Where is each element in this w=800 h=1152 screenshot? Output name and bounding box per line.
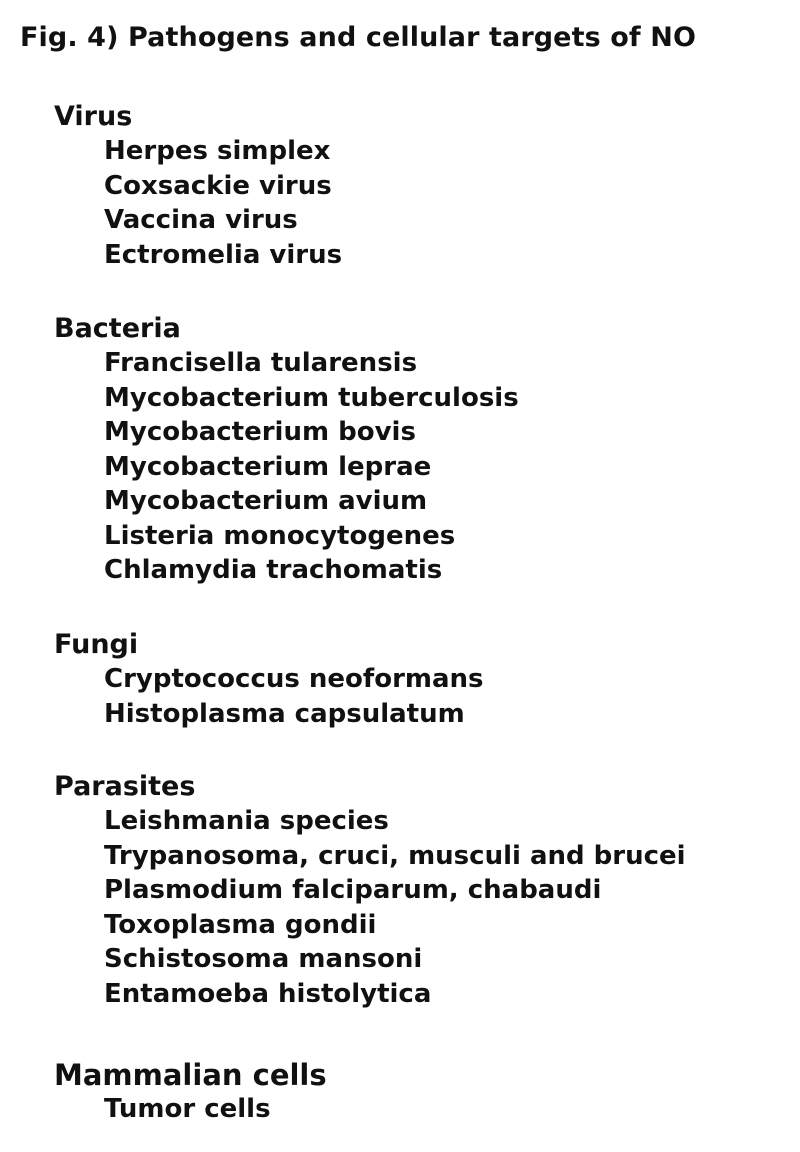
- list-item: Histoplasma capsulatum: [104, 698, 465, 729]
- item-list-parasites: [54, 804, 686, 1011]
- list-item: Chlamydia trachomatis: [104, 555, 443, 585]
- list-item: Listeria monocytogenes: [104, 520, 456, 551]
- list-item: Mycobacterium avium: [104, 486, 428, 516]
- section-virus: [54, 100, 342, 272]
- item-list-fungi: [54, 662, 484, 731]
- list-item: Mycobacterium leprae: [104, 451, 432, 482]
- section-heading-virus: Virus: [54, 101, 133, 132]
- list-item: Herpes simplex: [104, 136, 331, 166]
- list-item: Coxsackie virus: [104, 170, 332, 201]
- item-list-mammalian-cells: [54, 1092, 327, 1127]
- list-item: Francisella tularensis: [104, 348, 418, 378]
- list-item: Ectromelia virus: [104, 239, 343, 270]
- section-parasites: [54, 770, 686, 1011]
- list-item: Mycobacterium tuberculosis: [104, 382, 519, 413]
- list-item: Vaccina virus: [104, 205, 298, 235]
- list-item: Schistosoma mansoni: [104, 944, 423, 974]
- list-item: Entamoeba histolytica: [104, 978, 432, 1009]
- item-list-bacteria: [54, 346, 519, 588]
- item-list-virus: [54, 134, 342, 272]
- section-fungi: [54, 628, 484, 731]
- list-item: Mycobacterium bovis: [104, 417, 416, 447]
- list-item: Toxoplasma gondii: [104, 909, 377, 940]
- section-mammalian-cells: [54, 1058, 327, 1127]
- list-item: Cryptococcus neoformans: [104, 664, 484, 694]
- section-heading-bacteria: Bacteria: [54, 313, 181, 344]
- list-item: Leishmania species: [104, 806, 389, 836]
- list-item: Plasmodium falciparum, chabaudi: [104, 875, 602, 905]
- section-bacteria: [54, 312, 519, 588]
- section-heading-parasites: Parasites: [54, 771, 196, 802]
- section-heading-fungi: Fungi: [54, 629, 139, 660]
- list-item: Trypanosoma, cruci, musculi and brucei: [104, 840, 686, 871]
- section-heading-mammalian-cells: Mammalian cells: [54, 1058, 327, 1092]
- list-item: Tumor cells: [104, 1094, 271, 1124]
- figure-title: Fig. 4) Pathogens and cellular targets of NO: [20, 22, 697, 53]
